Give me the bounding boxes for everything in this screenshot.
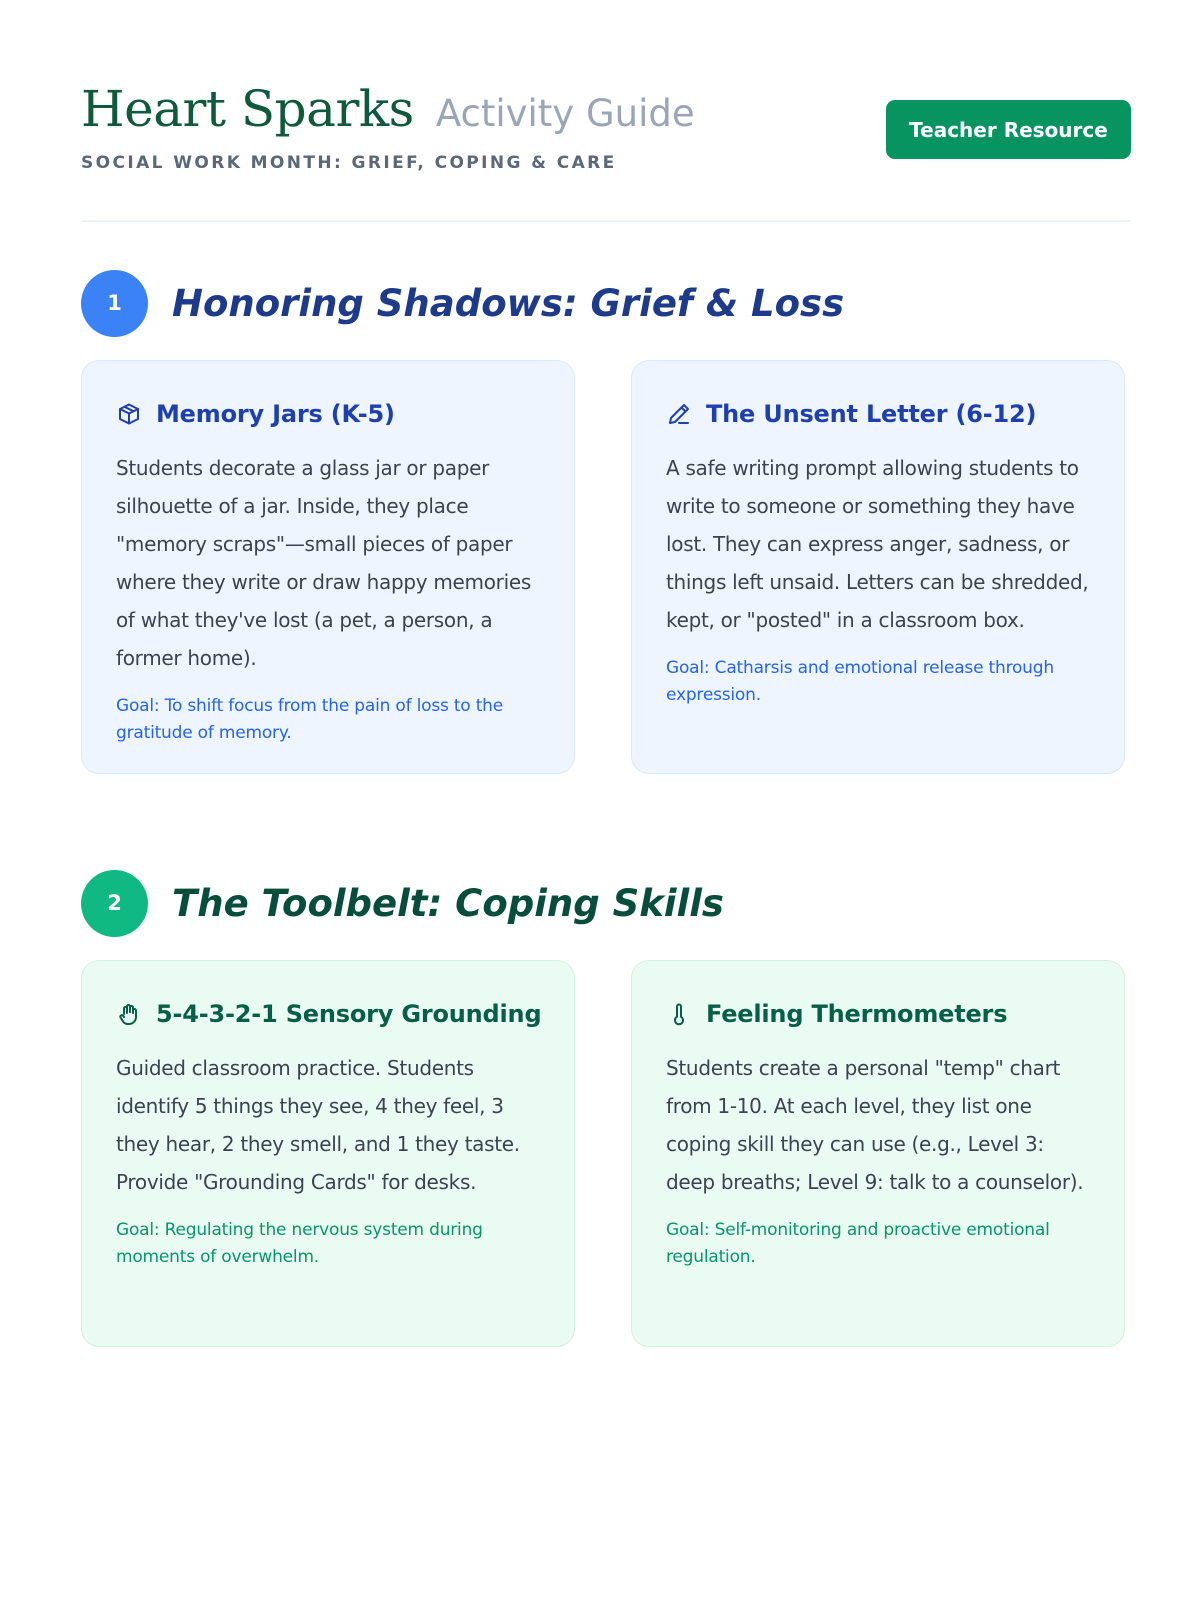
thermometer-icon bbox=[666, 1001, 692, 1027]
activity-card-memory-jars bbox=[81, 360, 575, 774]
section-coping-skills bbox=[81, 869, 724, 937]
card-goal: Goal: Regulating the nervous system during moments of overwhelm. bbox=[116, 1220, 483, 1267]
card-description: A safe writing prompt allowing students to write to someone or something they have lost. They can express anger, sadness, or things left unsaid. Letters can be shredded, kept, or "posted" in a classroom box. bbox=[666, 456, 1089, 632]
pencil-icon bbox=[666, 401, 692, 427]
card-title: Memory Jars (K-5) bbox=[156, 400, 395, 428]
section-number-badge: 1 bbox=[81, 270, 148, 337]
card-title: 5-4-3-2-1 Sensory Grounding bbox=[156, 1000, 542, 1028]
page-subtitle: Activity Guide bbox=[435, 92, 695, 135]
card-title: Feeling Thermometers bbox=[706, 1000, 1008, 1028]
card-goal: Goal: Catharsis and emotional release through expression. bbox=[666, 658, 1054, 705]
section-number-badge: 2 bbox=[81, 870, 148, 937]
activity-card-unsent-letter bbox=[631, 360, 1125, 774]
card-goal: Goal: To shift focus from the pain of loss to the gratitude of memory. bbox=[116, 696, 504, 743]
card-description: Students decorate a glass jar or paper silhouette of a jar. Inside, they place "memory scraps"—small pieces of paper where they write or draw happy memories of what they've lost (a pet, a person, a former home). bbox=[116, 456, 531, 670]
package-box-icon bbox=[116, 401, 142, 427]
card-goal: Goal: Self-monitoring and proactive emotional regulation. bbox=[666, 1220, 1050, 1267]
section-title: The Toolbelt: Coping Skills bbox=[172, 881, 724, 925]
activity-card-sensory-grounding bbox=[81, 960, 575, 1347]
page-header bbox=[81, 80, 1131, 222]
hand-icon bbox=[116, 1001, 142, 1027]
activity-card-feeling-thermometers bbox=[631, 960, 1125, 1347]
teacher-resource-button[interactable]: Teacher Resource bbox=[886, 100, 1131, 159]
section-grief-loss bbox=[81, 269, 844, 337]
section-title: Honoring Shadows: Grief & Loss bbox=[172, 281, 845, 325]
card-description: Students create a personal "temp" chart from 1-10. At each level, they list one coping skill they can use (e.g., Level 3: deep breaths; Level 9: talk to a counselor). bbox=[666, 1056, 1084, 1194]
page-title: Heart Sparks bbox=[81, 80, 414, 138]
tagline: SOCIAL WORK MONTH: GRIEF, COPING & CARE bbox=[81, 153, 617, 173]
brand bbox=[81, 80, 695, 138]
card-title: The Unsent Letter (6-12) bbox=[706, 400, 1037, 428]
card-description: Guided classroom practice. Students identify 5 things they see, 4 they feel, 3 they hear, 2 they smell, and 1 they taste. Provide "Grounding Cards" for desks. bbox=[116, 1056, 520, 1194]
